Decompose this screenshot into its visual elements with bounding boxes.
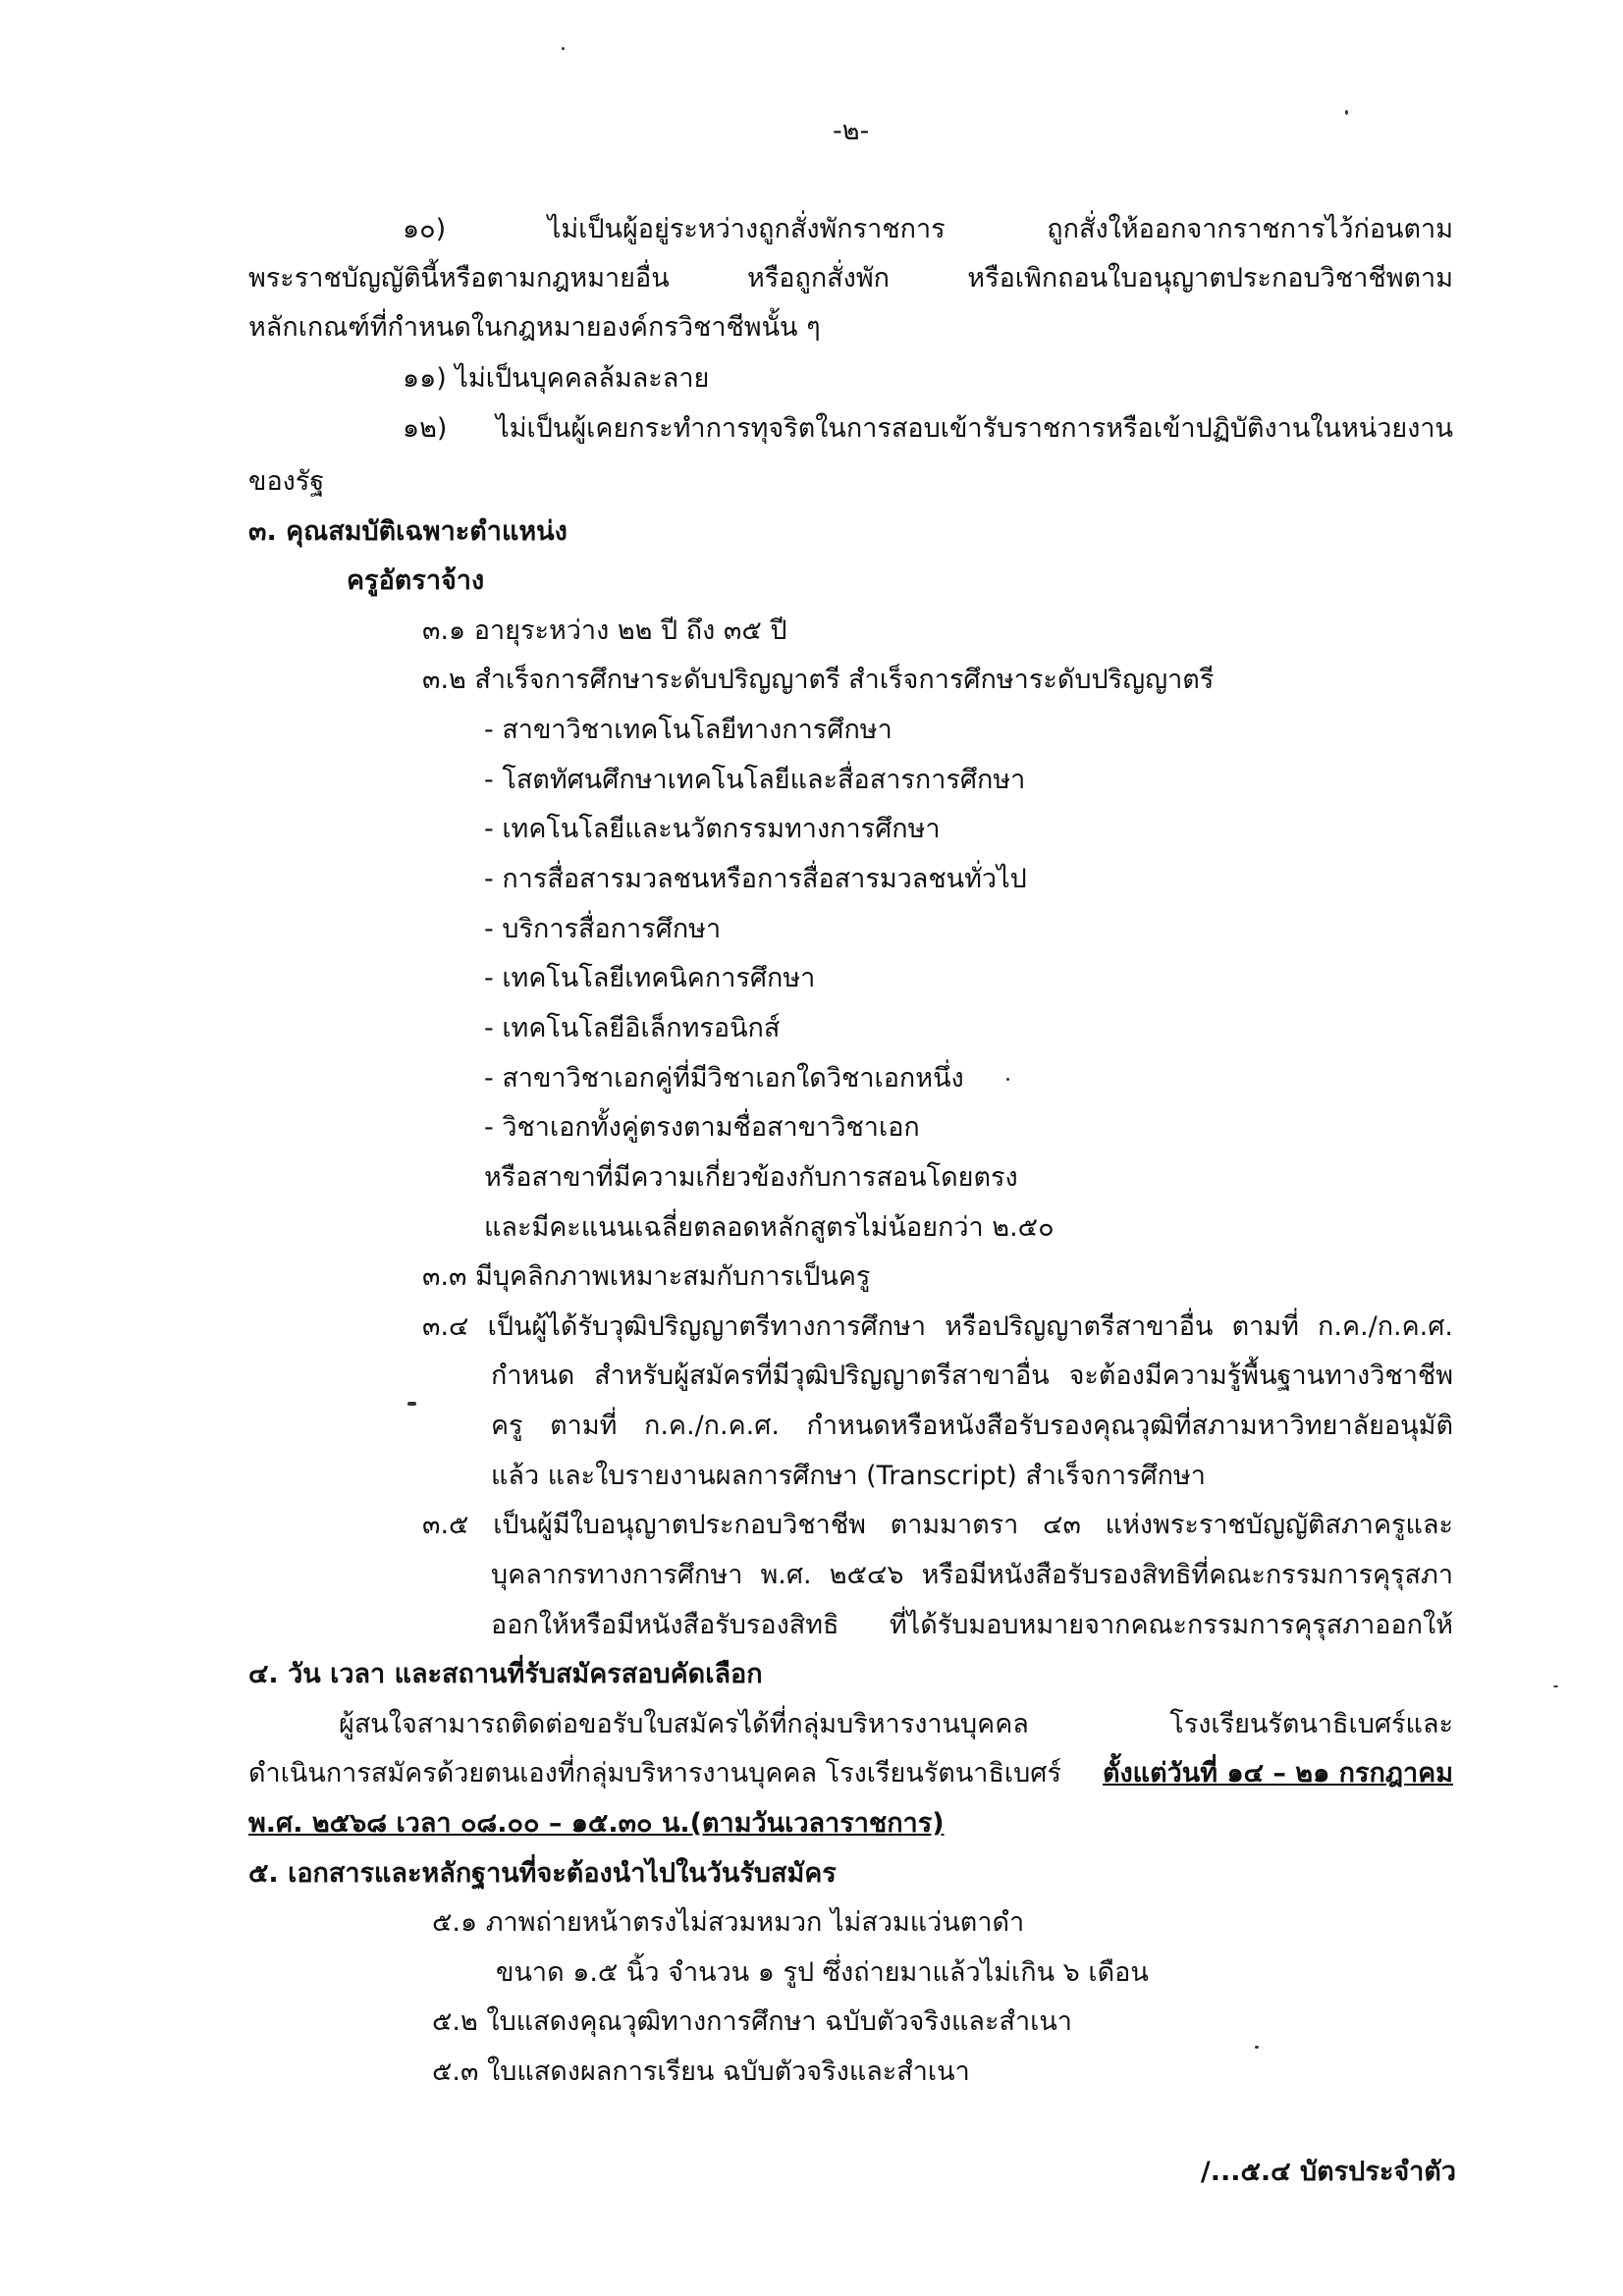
section-4-paragraph-line-2	[248, 1758, 1453, 1789]
scan-speck	[1006, 1078, 1009, 1081]
item-10-line-1: ๑๐) ไม่เป็นผู้อยู่ระหว่างถูกสั่งพักราชการ ถูกสั่งให้ออกจากราชการไว้ก่อนตาม	[403, 214, 1453, 244]
section-4-line-2-text: ดำเนินการสมัครด้วยตนเองที่กลุ่มบริหารงานบุคคล โรงเรียนรัตนาธิเบศร์	[248, 1758, 1061, 1789]
qualification-3-4-line-1: ๓.๔ เป็นผู้ได้รับวุฒิปริญญาตรีทางการศึกษา หรือปริญญาตรีสาขาอื่น ตามที่ ก.ค./ก.ค.ศ.	[422, 1311, 1453, 1342]
document-5-2: ๕.๒ ใบแสดงคุณวุฒิทางการศึกษา ฉบับตัวจริงและสำเนา	[432, 2006, 1072, 2037]
major-list-item: - บริการสื่อการศึกษา	[484, 914, 722, 944]
qualification-3-2: ๓.๒ สำเร็จการศึกษาระดับปริญญาตรี สำเร็จการศึกษาระดับปริญญาตรี	[422, 665, 1215, 695]
major-list-item: - โสตทัศนศึกษาเทคโนโลยีและสื่อสารการศึกษา	[484, 765, 1026, 795]
major-list-item: - การสื่อสารมวลชนหรือการสื่อสารมวลชนทั่วไป	[484, 864, 1027, 894]
item-12-line-1: ๑๒) ไม่เป็นผู้เคยกระทำการทุจริตในการสอบเข้ารับราชการหรือเข้าปฏิบัติงานในหน่วยงาน	[403, 413, 1453, 444]
continuation-marker: /...๕.๔ บัตรประจำตัว	[1200, 2157, 1456, 2187]
qualification-3-4-line-4: แล้ว และใบรายงานผลการศึกษา (Transcript) สำเร็จการศึกษา	[491, 1461, 1206, 1491]
application-date-range: ตั้งแต่วันที่ ๑๔ – ๒๑ กรกฎาคม	[1102, 1758, 1453, 1789]
qualification-3-4-line-3: ครู ตามที่ ก.ค./ก.ค.ศ. กำหนดหรือหนังสือรับรองคุณวุฒิที่สภามหาวิทยาลัยอนุมัติ	[491, 1411, 1453, 1441]
qualification-3-5-line-2: บุคลากรทางการศึกษา พ.ศ. ๒๕๔๖ หรือมีหนังสือรับรองสิทธิที่คณะกรรมการคุรุสภา	[491, 1560, 1453, 1590]
section-3-heading: ๓. คุณสมบัติเฉพาะตำแหน่ง	[248, 516, 568, 547]
section-4-paragraph-line-1: ผู้สนใจสามารถติดต่อขอรับใบสมัครได้ที่กลุ่มบริหารงานบุคคล โรงเรียนรัตนาธิเบศร์และ	[339, 1709, 1453, 1739]
major-list-item: - เทคโนโลยีเทคนิคการศึกษา	[484, 963, 816, 993]
major-list-item: - เทคโนโลยีอิเล็กทรอนิกส์	[484, 1013, 781, 1043]
section-5-heading: ๕. เอกสารและหลักฐานที่จะต้องนำไปในวันรับสมัคร	[248, 1858, 837, 1889]
document-5-1-line-1: ๕.๑ ภาพถ่ายหน้าตรงไม่สวมหมวก ไม่สวมแว่นตาดำ	[432, 1907, 1025, 1938]
scan-speck	[407, 1402, 416, 1406]
major-list-item: - สาขาวิชาเอกคู่ที่มีวิชาเอกใดวิชาเอกหนึ่ง	[484, 1063, 964, 1094]
section-3-subheading: ครูอัตราจ้าง	[347, 565, 485, 596]
qualification-3-4-line-2: กำหนด สำหรับผู้สมัครที่มีวุฒิปริญญาตรีสาขาอื่น จะต้องมีความรู้พื้นฐานทางวิชาชีพ	[491, 1361, 1453, 1391]
scan-speck	[1553, 1685, 1558, 1687]
gpa-requirement: และมีคะแนนเฉลี่ยตลอดหลักสูตรไม่น้อยกว่า ๒.๕๐	[484, 1212, 1055, 1243]
item-12-line-2: ของรัฐ	[248, 466, 325, 497]
item-11: ๑๑) ไม่เป็นบุคคลล้มละลาย	[403, 363, 710, 394]
scan-speck	[1255, 2046, 1259, 2049]
qualification-3-5-line-1: ๓.๕ เป็นผู้มีใบอนุญาตประกอบวิชาชีพ ตามมาตรา ๔๓ แห่งพระราชบัญญัติสภาครูและ	[422, 1510, 1453, 1540]
document-5-3: ๕.๓ ใบแสดงผลการเรียน ฉบับตัวจริงและสำเนา	[432, 2056, 970, 2087]
major-list-item: - สาขาวิชาเทคโนโลยีทางการศึกษา	[484, 715, 893, 745]
major-list-item: - วิชาเอกทั้งคู่ตรงตามชื่อสาขาวิชาเอก	[484, 1112, 920, 1143]
scan-speck	[1345, 110, 1348, 115]
major-list-item: - เทคโนโลยีและนวัตกรรมทางการศึกษา	[484, 814, 941, 844]
section-4-heading: ๔. วัน เวลา และสถานที่รับสมัครสอบคัดเลือก	[248, 1659, 763, 1689]
item-10-line-2: พระราชบัญญัตินี้หรือตามกฎหมายอื่น หรือถูกสั่งพัก หรือเพิกถอนใบอนุญาตประกอบวิชาชีพตาม	[248, 263, 1453, 294]
application-time: พ.ศ. ๒๕๖๘ เวลา ๐๘.๐๐ – ๑๕.๓๐ น.(ตามวันเวลาราชการ)	[248, 1808, 945, 1839]
document-5-1-line-2: ขนาด ๑.๕ นิ้ว จำนวน ๑ รูป ซึ่งถ่ายมาแล้วไม่เกิน ๖ เดือน	[496, 1957, 1149, 1988]
page-number: -๒-	[833, 116, 870, 146]
item-10-line-3: หลักเกณฑ์ที่กำหนดในกฎหมายองค์กรวิชาชีพนั้น ๆ	[248, 312, 821, 343]
qualification-3-5-line-3: ออกให้หรือมีหนังสือรับรองสิทธิ ที่ได้รับมอบหมายจากคณะกรรมการคุรุสภาออกให้	[491, 1610, 1453, 1640]
scan-speck	[562, 47, 565, 50]
qualification-3-1: ๓.๑ อายุระหว่าง ๒๒ ปี ถึง ๓๕ ปี	[422, 615, 787, 646]
qualification-3-3: ๓.๓ มีบุคลิกภาพเหมาะสมกับการเป็นครู	[422, 1261, 871, 1292]
related-field-note: หรือสาขาที่มีความเกี่ยวข้องกับการสอนโดยตรง	[484, 1162, 1018, 1193]
